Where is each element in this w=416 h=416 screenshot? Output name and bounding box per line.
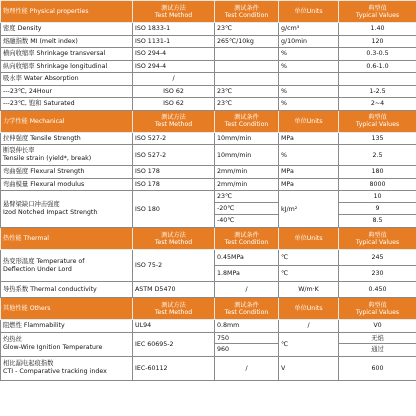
test-method: UL94 [133, 320, 215, 333]
property-name: 导热系数 Thermal conductivity [1, 282, 133, 298]
test-method: ISO 180 [133, 191, 215, 228]
typical-values-header: 典型值 Typical Values [339, 110, 416, 132]
section-header-mechanical [1, 110, 416, 132]
unit: % [279, 48, 339, 61]
unit: MPa [279, 166, 339, 179]
test-method: ASTM D5470 [133, 282, 215, 298]
property-name: 弯曲强度 Flexural Strength [1, 166, 133, 179]
test-method: ISO 294-4 [133, 60, 215, 73]
typical-value: 8.5 [372, 217, 383, 224]
table-row [1, 48, 416, 61]
table-row-gwit [1, 332, 416, 356]
units-header: 单位Units [279, 298, 339, 320]
property-name: ---23℃, 24Hour [1, 85, 133, 98]
property-name: 横向收缩率 Shrinkage transversal [1, 48, 133, 61]
test-condition: -20℃ [215, 203, 278, 215]
test-method-header: 测试方法 Test Method [133, 110, 215, 132]
test-condition-group [215, 191, 279, 228]
table-row [1, 320, 416, 333]
table-row [1, 73, 416, 86]
typical-value: 1.40 [339, 23, 416, 36]
typical-value: 180 [339, 166, 416, 179]
typical-value: 9 [339, 203, 416, 215]
property-name: 断裂伸长率 Tensile strain (yield*, break) [1, 145, 133, 166]
unit: ℃ [279, 332, 339, 356]
unit: V [279, 356, 339, 380]
test-condition [215, 60, 279, 73]
test-method: ISO 1833-1 [133, 23, 215, 36]
unit: / [279, 320, 339, 333]
typical-value: 2.5 [339, 145, 416, 166]
test-method: ISO 294-4 [133, 48, 215, 61]
unit: g/10min [279, 35, 339, 48]
typical-value: 8000 [339, 178, 416, 191]
test-condition: 0.8mm [215, 320, 279, 333]
test-condition-header: 测试条件 Test Condition [215, 298, 279, 320]
test-method: ISO 62 [133, 98, 215, 111]
test-condition: 0.45MPa [215, 250, 278, 266]
test-condition-group [215, 250, 279, 282]
test-method-header: 测试方法 Test Method [133, 1, 215, 23]
test-condition: 2mm/min [215, 166, 279, 179]
test-method: ISO 75-2 [133, 250, 215, 282]
test-condition: 23℃ [215, 191, 278, 203]
section-title: 其他性能 Others [1, 298, 133, 320]
table-row [1, 282, 416, 298]
section-title: 热性能 Thermal [1, 228, 133, 250]
table-row [1, 178, 416, 191]
unit: ℃ [281, 270, 289, 277]
unit: MPa [279, 132, 339, 145]
unit: W/m·K [279, 282, 339, 298]
section-header-physical [1, 1, 416, 23]
test-condition: -40℃ [217, 217, 235, 224]
typical-value: 0.6-1.0 [339, 60, 416, 73]
typical-value: 2~4 [339, 98, 416, 111]
typical-value-group [339, 250, 416, 282]
test-condition: 1.8MPa [217, 270, 240, 277]
test-method: ISO 527-2 [133, 145, 215, 166]
typical-values-header: 典型值 Typical Values [339, 1, 416, 23]
property-name: 相比漏电起痕指数 CTI - Comparative tracking index [1, 356, 133, 380]
table-row [1, 60, 416, 73]
unit [279, 73, 339, 86]
test-condition: 23℃ [215, 23, 279, 36]
test-condition: 960 [217, 346, 230, 353]
unit: % [279, 60, 339, 73]
section-header-thermal [1, 228, 416, 250]
test-condition [215, 73, 279, 86]
typical-value-group [339, 332, 416, 356]
table-row-cti [1, 356, 416, 380]
units-header: 单位Units [279, 110, 339, 132]
unit: kJ/m² [279, 191, 339, 228]
test-method-header: 测试方法 Test Method [133, 298, 215, 320]
test-condition-header: 测试条件 Test Condition [215, 228, 279, 250]
typical-value: 无焰 [339, 333, 416, 345]
typical-values-header: 典型值 Typical Values [339, 228, 416, 250]
table-row [1, 23, 416, 36]
table-row [1, 98, 416, 111]
unit: g/cm³ [279, 23, 339, 36]
property-name: 密度 Density [1, 23, 133, 36]
test-condition: 10mm/min [215, 145, 279, 166]
property-name: 纵向收缩率 Shrinkage longitudinal [1, 60, 133, 73]
typical-value-group [339, 191, 416, 228]
test-method-header: 测试方法 Test Method [133, 228, 215, 250]
table-row-izod [1, 191, 416, 228]
typical-value: 120 [339, 35, 416, 48]
typical-value: 135 [339, 132, 416, 145]
test-method: ISO 1131-1 [133, 35, 215, 48]
test-method: / [133, 73, 215, 86]
typical-value [339, 73, 416, 86]
test-condition: 23℃ [215, 85, 279, 98]
typical-values-header: 典型值 Typical Values [339, 298, 416, 320]
test-method: ISO 62 [133, 85, 215, 98]
unit: MPa [279, 178, 339, 191]
test-condition: 2mm/min [215, 178, 279, 191]
unit: % [279, 145, 339, 166]
units-header: 单位Units [279, 228, 339, 250]
table-row [1, 85, 416, 98]
property-name: 吸水率 Water Absorption [1, 73, 133, 86]
test-method: ISO 178 [133, 178, 215, 191]
test-condition-group [215, 332, 279, 356]
test-condition-header: 测试条件 Test Condition [215, 110, 279, 132]
typical-value: 230 [371, 270, 384, 277]
test-method: ISO 527-2 [133, 132, 215, 145]
test-method: IEC-60112 [133, 356, 215, 380]
property-name: 弯曲模量 Flexural modulus [1, 178, 133, 191]
test-condition: / [215, 282, 279, 298]
table-row-hdt [1, 250, 416, 282]
test-condition-header: 测试条件 Test Condition [215, 1, 279, 23]
typical-value: 0.450 [339, 282, 416, 298]
property-name: 阻燃性 Flammability [1, 320, 133, 333]
typical-value: 10 [339, 191, 416, 203]
property-name: 拉伸强度 Tensile Strength [1, 132, 133, 145]
test-condition: / [215, 356, 279, 380]
typical-value: 0.3-0.5 [339, 48, 416, 61]
typical-value: V0 [339, 320, 416, 333]
test-condition: 265℃/10kg [215, 35, 279, 48]
test-condition [215, 48, 279, 61]
test-method: ISO 178 [133, 166, 215, 179]
typical-value: 600 [339, 356, 416, 380]
table-row [1, 35, 416, 48]
typical-value: 245 [339, 250, 416, 266]
section-title: 物理性能 Physical properties [1, 1, 133, 23]
table-row [1, 132, 416, 145]
property-name: ---23℃, 饱和 Saturated [1, 98, 133, 111]
property-name: 热变形温度 Temperature of Deflection Under Lord [1, 250, 133, 282]
units-header: 单位Units [279, 1, 339, 23]
table-row [1, 166, 416, 179]
unit-group [279, 250, 339, 282]
table-row [1, 145, 416, 166]
typical-value: 通过 [371, 346, 384, 353]
property-name: 悬臂梁缺口冲击强度 Izod Notched Impact Strength [1, 191, 133, 228]
test-condition: 750 [215, 333, 278, 345]
section-header-others [1, 298, 416, 320]
unit: ℃ [279, 250, 338, 266]
unit: % [279, 98, 339, 111]
section-title: 力学性能 Mechanical [1, 110, 133, 132]
property-name: 灼热丝 Glow-Wire Ignition Temperature [1, 332, 133, 356]
test-condition: 10mm/min [215, 132, 279, 145]
property-name: 熔融指数 MI (melt index) [1, 35, 133, 48]
test-method: IEC 60695-2 [133, 332, 215, 356]
unit: % [279, 85, 339, 98]
typical-value: 1-2.5 [339, 85, 416, 98]
test-condition: 23℃ [215, 98, 279, 111]
